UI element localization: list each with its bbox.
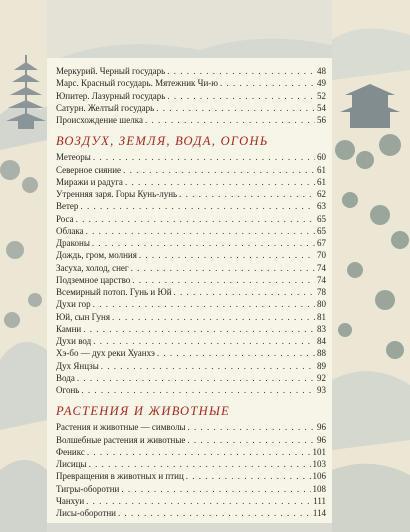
toc-entry[interactable]: Происхождение шелка . . . 56 xyxy=(56,114,326,126)
toc-entry[interactable]: Северное сияние . . . 61 xyxy=(56,164,326,176)
toc-entry[interactable]: Духи гор . . . 80 xyxy=(56,298,326,310)
section-heading: РАСТЕНИЯ И ЖИВОТНЫЕ xyxy=(56,404,231,419)
toc-entry[interactable]: Тигры-оборотни . . . 108 xyxy=(56,483,326,495)
toc-entry[interactable]: Вода . . . 92 xyxy=(56,372,326,384)
toc-entry[interactable]: Марс. Красный государь. Мятежник Чи-ю . . . 49 xyxy=(56,77,326,89)
toc-section-elements xyxy=(56,132,326,396)
toc-entry[interactable]: Лисицы . . . 103 xyxy=(56,458,326,470)
toc-entry[interactable]: Огонь . . . 93 xyxy=(56,384,326,396)
toc-entry[interactable]: Чанхуи . . . 111 xyxy=(56,495,326,507)
toc-entry[interactable]: Облака . . . 65 xyxy=(56,225,326,237)
toc-entry[interactable]: Растения и животные — символы . . . 96 xyxy=(56,421,326,433)
toc-entry[interactable]: Сатурн. Желтый государь . . . 54 xyxy=(56,102,326,114)
toc-entry[interactable]: Роса . . . 65 xyxy=(56,213,326,225)
toc-entry[interactable]: Метеоры . . . 60 xyxy=(56,151,326,163)
toc-entry[interactable]: Всемирный потоп. Гунь и Юй . . . 78 xyxy=(56,286,326,298)
section-heading: ВОЗДУХ, ЗЕМЛЯ, ВОДА, ОГОНЬ xyxy=(56,134,269,149)
toc-entry[interactable]: Дождь, гром, молния . . . 70 xyxy=(56,249,326,261)
toc-section-planets xyxy=(56,65,326,126)
toc-entry[interactable]: Лисы-оборотни . . . 114 xyxy=(56,507,326,519)
toc-entry[interactable]: Превращения в животных и птиц . . . 106 xyxy=(56,470,326,482)
toc-entry[interactable]: Ветер . . . 63 xyxy=(56,200,326,212)
toc-section-plants-animals xyxy=(56,402,326,519)
toc-entry[interactable]: Юпитер. Лазурный государь . . . 52 xyxy=(56,90,326,102)
toc-entry[interactable]: Подземное царство . . . 74 xyxy=(56,274,326,286)
toc-entry[interactable]: Феникс . . . 101 xyxy=(56,446,326,458)
toc-entry[interactable]: Духи вод . . . 84 xyxy=(56,335,326,347)
toc-entry[interactable]: Волшебные растения и животные . . . 96 xyxy=(56,434,326,446)
toc-entry[interactable]: Утренняя заря. Горы Кунь-лунь . . . 62 xyxy=(56,188,326,200)
toc-entry[interactable]: Миражи и радуга . . . 61 xyxy=(56,176,326,188)
toc-entry[interactable]: Драконы . . . 67 xyxy=(56,237,326,249)
toc-entry[interactable]: Засуха, холод, снег . . . 74 xyxy=(56,262,326,274)
toc-entry[interactable]: Юй, сын Гуня . . . 81 xyxy=(56,311,326,323)
toc-entry[interactable]: Дух Янцзы . . . 89 xyxy=(56,360,326,372)
toc-entry[interactable]: Камни . . . 83 xyxy=(56,323,326,335)
table-of-contents xyxy=(56,65,326,525)
toc-entry[interactable]: Хэ-бо — дух реки Хуанхэ . . . 88 xyxy=(56,347,326,359)
toc-entry[interactable]: Меркурий. Черный государь . . . 48 xyxy=(56,65,326,77)
